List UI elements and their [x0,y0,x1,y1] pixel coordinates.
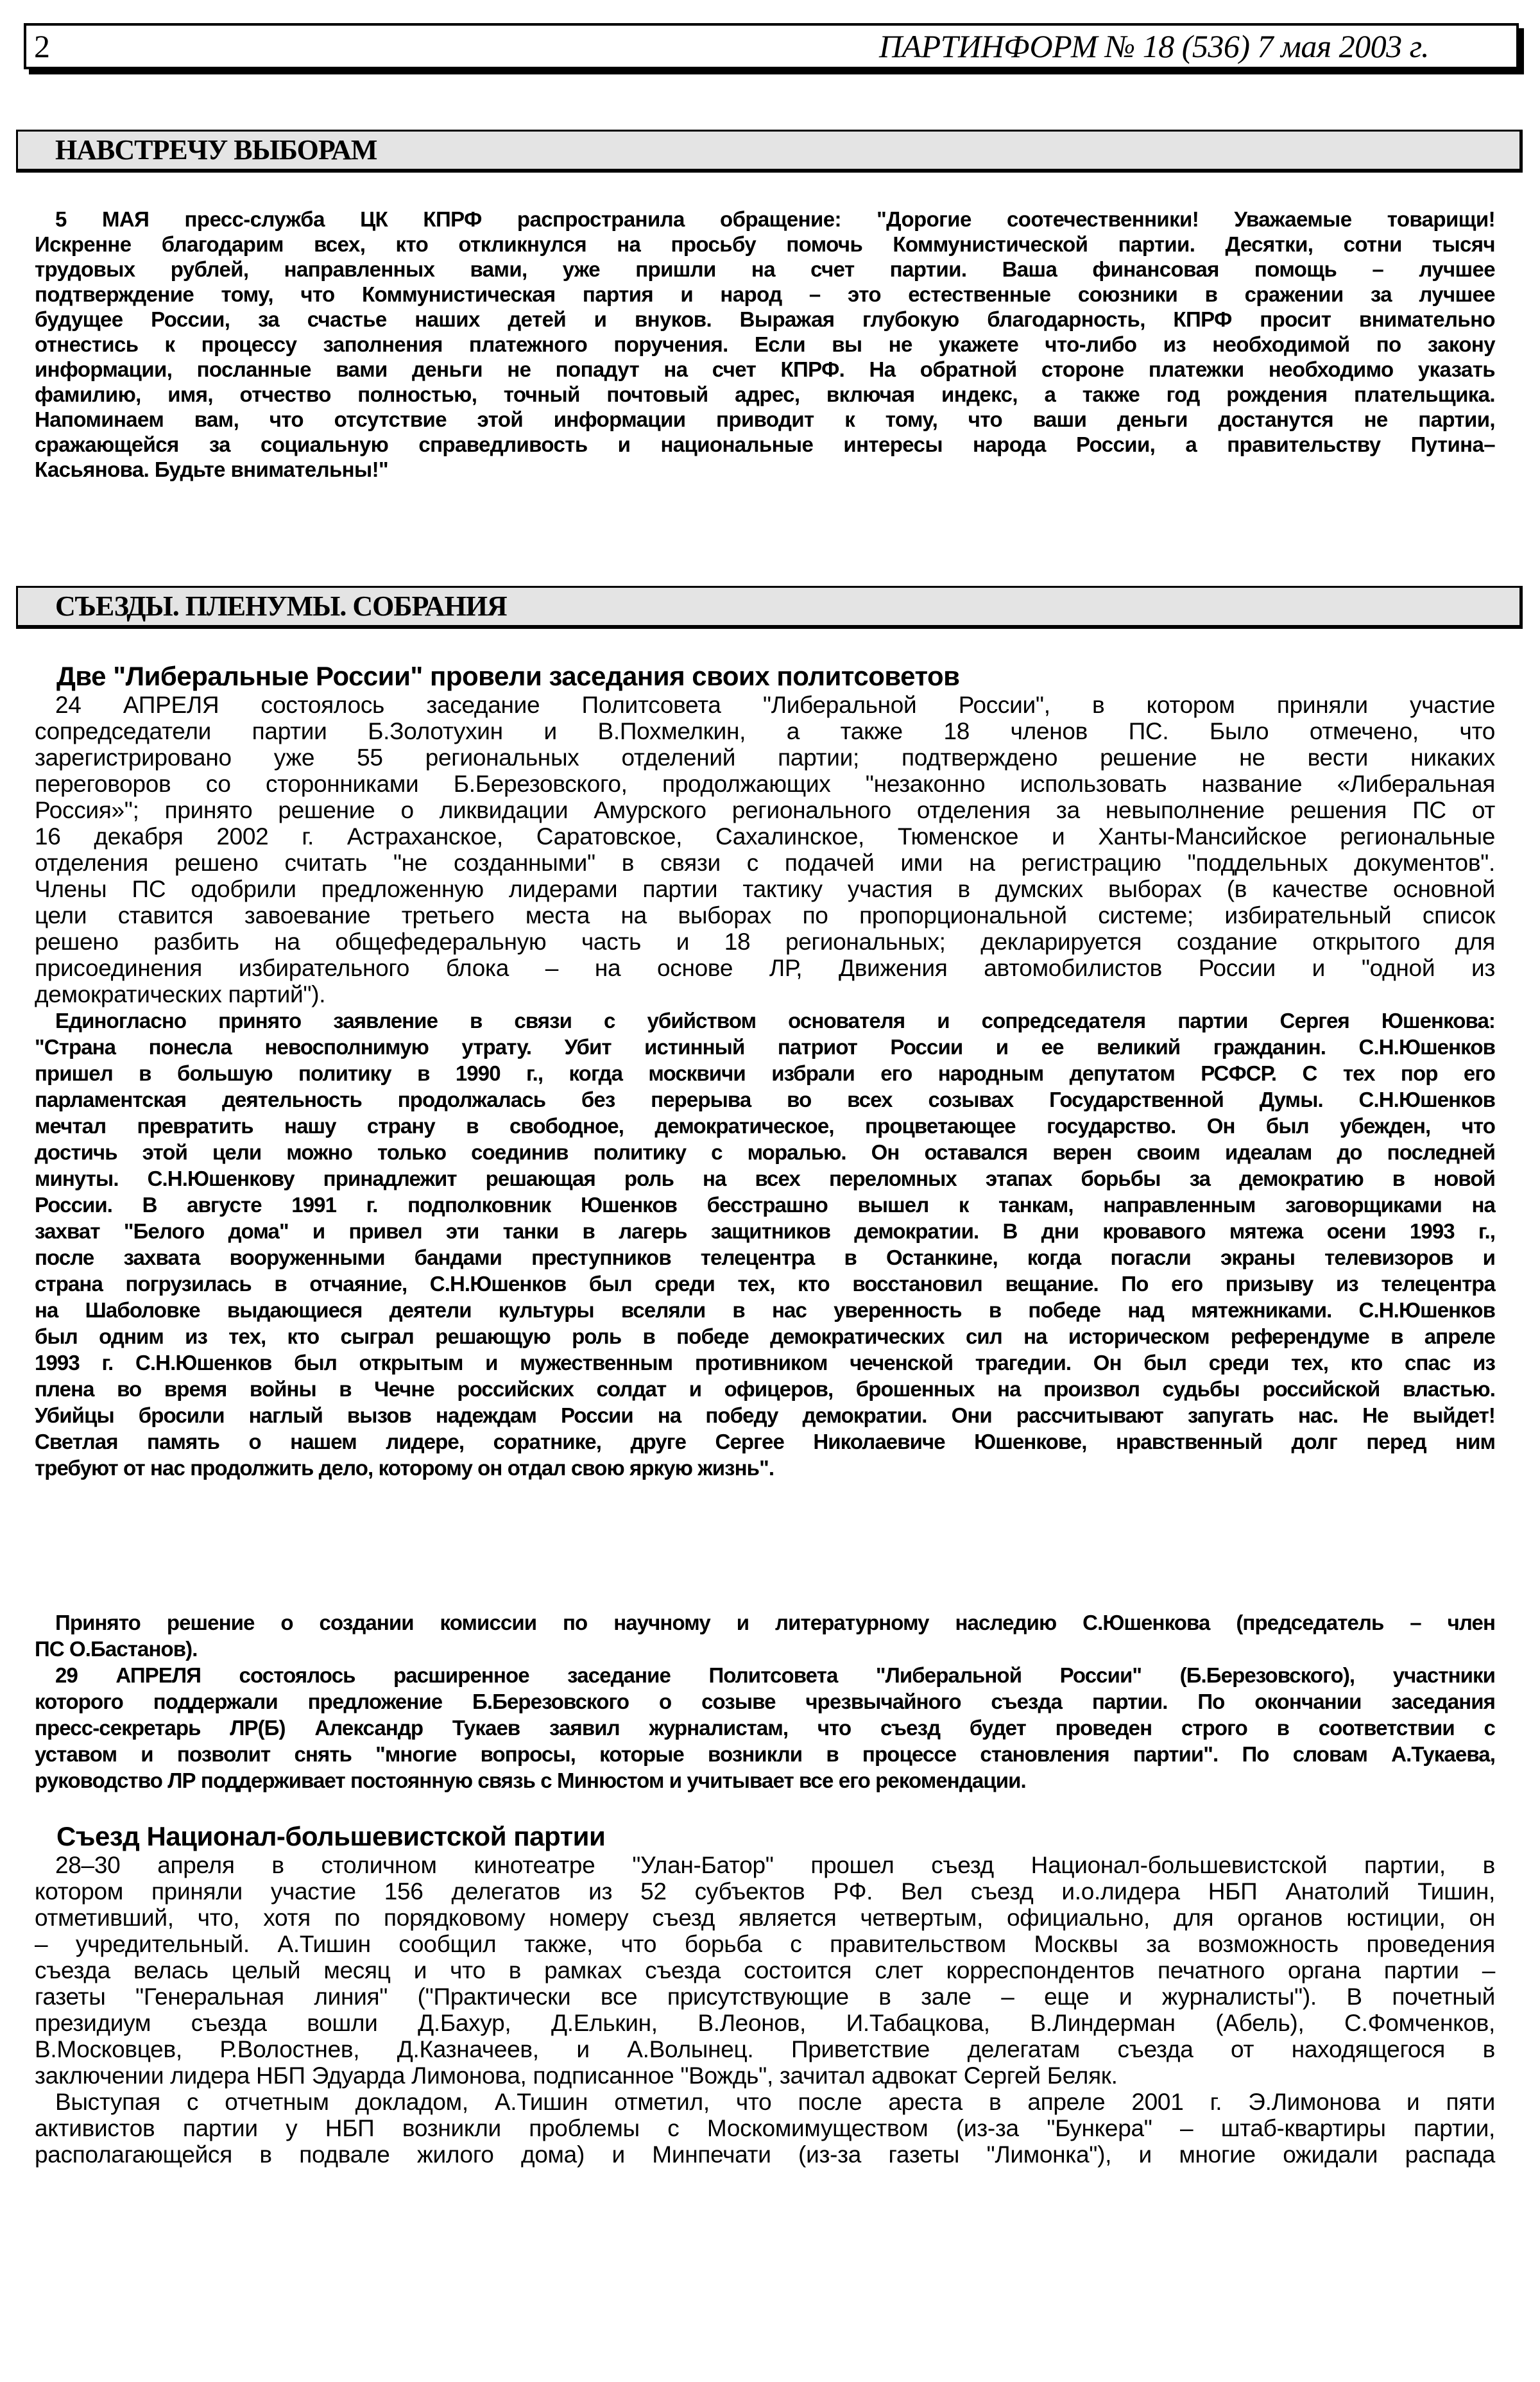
text-line: информации, посланные вами деньги не попадут на счет КПРФ. На обратной стороне платежки необходимо указать [35,357,1495,381]
text-line: 1993 г. С.Н.Юшенков был открытым и мужественным противником чеченской трагедии. Он был среди тех, кто спас из [35,1351,1495,1375]
text-line: страна погрузилась в отчаяние, С.Н.Юшенков был среди тех, кто восстановил вещание. По его призыву из телецентра [35,1272,1495,1296]
commission-paragraph [35,1609,1495,1662]
text-line: цели ставится завоевание третьего места на выборах по пропорциональной системе; избирательный список [35,902,1495,929]
text-line: сражающейся за социальную справедливость и национальные интересы народа России, а правительству Путина– [35,433,1495,456]
text-line: сопредседатели партии Б.Золотухин и В.Похмелкин, а также 18 членов ПС. Было отмечено, что [35,718,1495,744]
text-line: Единогласно принято заявление в связи с убийством основателя и сопредседателя партии Сергея Юшенкова: [55,1009,1495,1032]
text-line: на Шаболовке выдающиеся деятели культуры вселяли в нас уверенность в победе над мятежниками. С.Н.Юшенков [35,1298,1495,1322]
text-line: котором приняли участие 156 делегатов из 52 субъектов РФ. Вел съезд и.о.лидера НБП Анатолий Тишин, [35,1878,1495,1905]
text-line: требуют от нас продолжить дело, которому он отдал свою яркую жизнь". [35,1456,774,1480]
text-line: парламентская деятельность продолжалась без перерыва во всех созывах Государственной Думы. С.Н.Юшенков [35,1088,1495,1111]
text-line: достичь этой цели можно только соединив политику с моралью. Он оставался верен своим идеалам до последней [35,1140,1495,1164]
text-line: пришел в большую политику в 1990 г., когда москвичи избрали его народным депутатом РСФСР. С тех пор его [35,1061,1495,1085]
text-line: фамилию, имя, отчество полностью, точный почтовый адрес, включая индекс, а также год рождения плательщика. [35,382,1495,406]
text-line: 29 АПРЕЛЯ состоялось расширенное заседание Политсовета "Либеральной России" (Б.Березовского), участники [55,1663,1495,1687]
text-line: отделения решено считать "не созданными" в связи с подачей ими на регистрацию "поддельных документов". [35,850,1495,876]
text-line: минуты. С.Н.Юшенкову принадлежит решающая роль на всех переломных этапах борьбы за демократию в новой [35,1167,1495,1190]
kprf-appeal-paragraph [35,207,1495,482]
text-line: Касьянова. Будьте внимательны!" [35,458,389,481]
text-line: 28–30 апреля в столичном кинотеатре "Улан-Батор" прошел съезд Национал-большевистской партии, в [55,1852,1495,1878]
article-headline: Две "Либеральные России" провели заседания своих политсоветов [56,661,960,691]
text-line: переговоров со сторонниками Б.Березовского, продолжающих "незаконно использовать название «Либеральная [35,771,1495,797]
article-paragraph [35,1852,1495,2089]
text-line: 16 декабря 2002 г. Астраханское, Саратовское, Сахалинское, Тюменское и Ханты-Мансийское региональные [35,823,1495,850]
text-line: России. В августе 1991 г. подполковник Юшенков бесстрашно вышел к танкам, направленным заговорщиками на [35,1193,1495,1217]
text-line: съезда велась целый месяц и что в рамках съезда состоится слет корреспондентов печатного органа партии – [35,1957,1495,1984]
text-line: будущее России, за счастье наших детей и внуков. Выражая глубокую благодарность, КПРФ просит внимательно [35,307,1495,331]
text-line: Светлая память о нашем лидере, соратнике, друге Сергее Николаевиче Юшенкове, нравственный долг перед ним [35,1430,1495,1453]
yushenkov-statement-paragraph [35,1007,1495,1481]
text-line: президиум съезда вошли Д.Бахур, Д.Елькин, В.Леонов, И.Табацкова, В.Линдерман (Абель), С.Фомченков, [35,2010,1495,2036]
text-line: зарегистрировано уже 55 региональных отделений партии; подтверждено решение не вести никаких [35,744,1495,771]
text-line: руководство ЛР поддерживает постоянную связь с Минюстом и учитывает все его рекомендации. [35,1769,1026,1792]
text-line: заключении лидера НБП Эдуарда Лимонова, подписанное "Вождь", зачитал адвокат Сергей Беляк. [35,2062,1118,2089]
text-line: Убийцы бросили наглый вызов надеждам России на победу демократии. Они рассчитывают запугать нас. Не выйдет! [35,1403,1495,1427]
section-header-congresses [16,586,1523,629]
text-line: Напоминаем вам, что отсутствие этой информации приводит к тому, что ваши деньги достанутся не партии, [35,407,1495,431]
text-line: Искренне благодарим всех, кто откликнулся на просьбу помочь Коммунистической партии. Десятки, сотни тысяч [35,232,1495,256]
text-line: Россия»"; принято решение о ликвидации Амурского регионального отделения за невыполнение решения ПС от [35,797,1495,823]
text-line: Члены ПС одобрили предложенную лидерами партии тактику участия в думских выборах (в качестве основной [35,876,1495,902]
page-number: 2 [34,28,50,64]
section-header-elections [16,130,1523,173]
april29-paragraph [35,1662,1495,1794]
text-line: 24 АПРЕЛЯ состоялось заседание Политсовета "Либеральной России", в котором приняли участие [55,692,1495,718]
text-line: газеты "Генеральная линия" ("Практически все присутствующие в зале – еще и журналисты"). В почетный [35,1984,1495,2010]
text-line: решено разбить на общефедеральную часть и 18 региональных; декларируется создание открытого для [35,929,1495,955]
article-paragraph [35,692,1495,1007]
article-headline: Съезд Национал-большевистской партии [56,1821,606,1851]
page-masthead [24,23,1519,69]
text-line: – учредительный. А.Тишин сообщил также, что борьба с правительством Москвы за возможность проведения [35,1931,1495,1957]
issue-title: ПАРТИНФОРМ № 18 (536) 7 мая 2003 г. [878,28,1429,64]
text-line: трудовых рублей, направленных вами, уже пришли на счет партии. Ваша финансовая помощь – лучшее [35,257,1495,281]
section-title: НАВСТРЕЧУ ВЫБОРАМ [55,134,377,166]
text-line: которого поддержали предложение Б.Березовского о созыве чрезвычайного съезда партии. По окончании заседания [35,1690,1495,1713]
text-line: присоединения избирательного блока – на основе ЛР, Движения автомобилистов России и "одной из [35,955,1495,981]
text-line: "Страна понесла невосполнимую утрату. Убит истинный патриот России и ее великий гражданин. С.Н.Юшенков [35,1035,1495,1059]
text-line: Принято решение о создании комиссии по научному и литературному наследию С.Юшенкова (председатель – член [55,1611,1495,1634]
article-paragraph [35,2089,1495,2168]
text-line: уставом и позволит снять "многие вопросы, которые возникли в процессе становления партии". По словам А.Тукаева, [35,1742,1495,1766]
text-line: был одним из тех, кто сыграл решающую роль в победе демократических сил на историческом референдуме в апреле [35,1324,1495,1348]
text-line: Выступая с отчетным докладом, А.Тишин отметил, что после ареста в апреле 2001 г. Э.Лимонова и пяти [55,2089,1495,2115]
text-line: 5 МАЯ пресс-служба ЦК КПРФ распространила обращение: "Дорогие соотечественники! Уважаемые товарищи! [55,207,1495,231]
text-line: пресс-секретарь ЛР(Б) Александр Тукаев заявил журналистам, что съезд будет проведен строго в соответствии с [35,1716,1495,1740]
text-line: отметивший, что, хотя по порядковому номеру съезд является четвертым, официально, для органов юстиции, он [35,1905,1495,1931]
section-title: СЪЕЗДЫ. ПЛЕНУМЫ. СОБРАНИЯ [55,590,507,622]
text-line: активистов партии у НБП возникли проблемы с Москомимуществом (из-за "Бункера" – штаб-квартиры партии, [35,2115,1495,2141]
text-line: ПС О.Бастанов). [35,1637,198,1661]
text-line: отнестись к процессу заполнения платежного поручения. Если вы не укажете что-либо из необходимой по закону [35,332,1495,356]
text-line: после захвата вооруженными бандами преступников телецентра в Останкине, когда погасли экраны телевизоров и [35,1246,1495,1269]
text-line: плена во время войны в Чечне российских солдат и офицеров, брошенных на произвол судьбы российской властью. [35,1377,1495,1401]
text-line: В.Московцев, Р.Волостнев, Д.Казначеев, и А.Волынец. Приветствие делегатам съезда от находящегося в [35,2036,1495,2062]
text-line: мечтал превратить нашу страну в свободное, демократическое, процветающее государство. Он был убежден, что [35,1114,1495,1138]
text-line: захват "Белого дома" и привел эти танки в лагерь защитников демократии. В дни кровавого мятежа осени 1993 г., [35,1219,1495,1243]
text-line: располагающейся в подвале жилого дома) и Минпечати (из-за газеты "Лимонка"), и многие ожидали распада [35,2141,1495,2168]
text-line: демократических партий"). [35,981,326,1007]
text-line: подтверждение тому, что Коммунистическая партия и народ – это естественные союзники в сражении за лучшее [35,282,1495,306]
